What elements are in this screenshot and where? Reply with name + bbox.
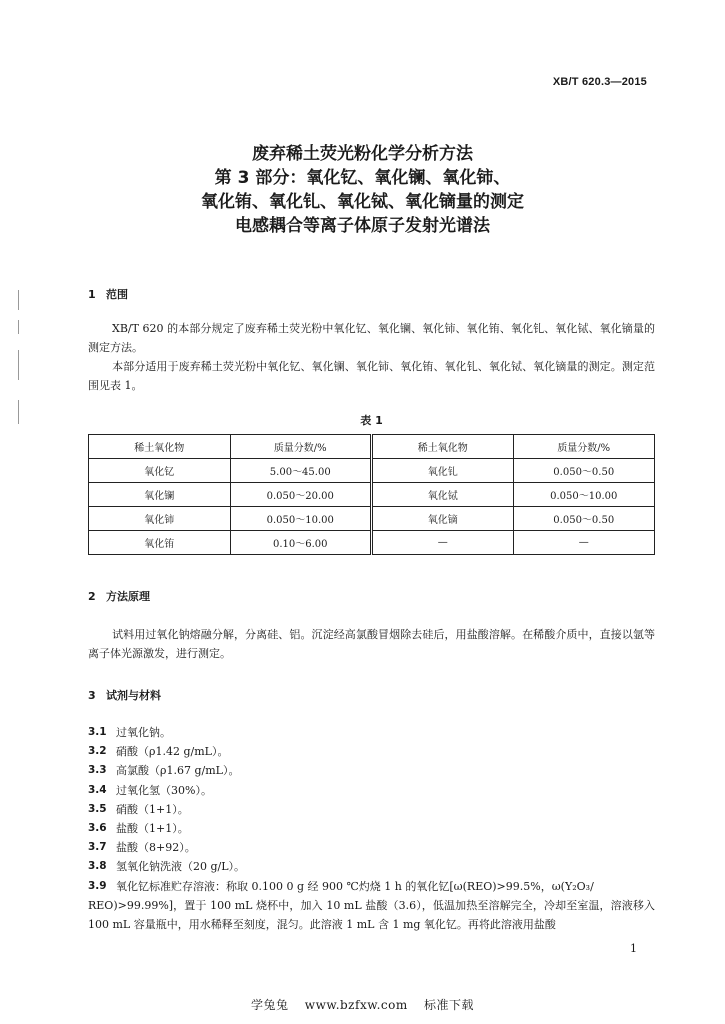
item-number: 3.8 — [88, 860, 107, 873]
table-cell: — — [372, 531, 514, 555]
item-text: 氢氧化钠洗液（20 g/L）。 — [116, 860, 246, 874]
table-cell: 氧化钇 — [89, 459, 231, 483]
section-1-paragraph-1 — [88, 319, 655, 357]
section-title: 试剂与材料 — [106, 689, 161, 702]
title-line-2: 第 3 部分：氧化钇、氧化镧、氧化铈、 — [214, 168, 511, 188]
page-number: 1 — [630, 942, 637, 955]
title-line-1: 废弃稀土荧光粉化学分析方法 — [252, 144, 473, 164]
title-line-3: 氧化铕、氧化钆、氧化铽、氧化镝量的测定 — [201, 192, 524, 212]
table-cell: 0.050～10.00 — [230, 507, 372, 531]
list-item — [88, 838, 655, 857]
header-cell: 稀土氧化物 — [89, 435, 231, 459]
section-1-heading — [88, 286, 128, 302]
item-number: 3.1 — [88, 726, 107, 738]
table-row — [89, 459, 655, 483]
table-cell: 0.050～10.00 — [513, 483, 655, 507]
section-title: 方法原理 — [106, 590, 150, 603]
item-text: 过氧化氢（30%）。 — [116, 783, 212, 797]
paragraph-text: 本部分适用于废弃稀土荧光粉中氧化钇、氧化镧、氧化铈、氧化铕、氧化钆、氧化铽、氧化镝量的测定。测定范围见表 1。 — [88, 360, 655, 392]
item-3-9-continuation: REO)>99.99%]，置于 100 mL 烧杯中，加入 10 mL 盐酸（3.6），低温加热至溶解完全，冷却至室温，溶液移入 100 mL 容量瓶中，用水稀释至刻度，混匀。此溶液 1 mL 含 1 mg 氧化钇。再将此溶液用盐酸 — [88, 898, 655, 932]
reagent-list — [88, 723, 655, 934]
paragraph-text: 试料用过氧化钠熔融分解，分离硅、铝。沉淀经高氯酸冒烟除去硅后，用盐酸溶解。在稀酸介质中，直接以氩等离子体光源激发，进行测定。 — [88, 628, 655, 660]
table-row — [89, 507, 655, 531]
footer-slogan: 标准下载 — [424, 998, 475, 1012]
title-line-4: 电感耦合等离子体原子发射光谱法 — [235, 216, 490, 236]
section-2-paragraph-1 — [88, 625, 655, 663]
list-item — [88, 761, 655, 780]
table-cell: 0.10～6.00 — [230, 531, 372, 555]
footer-url[interactable]: www.bzfxw.com — [304, 998, 408, 1012]
list-item — [88, 857, 655, 876]
table-cell: 0.050～20.00 — [230, 483, 372, 507]
table-cell: 氧化铈 — [89, 507, 231, 531]
list-item — [88, 723, 655, 742]
standard-code: XB/T 620.3—2015 — [552, 76, 647, 88]
section-3-heading — [88, 687, 161, 703]
table-cell: 氧化铽 — [372, 483, 514, 507]
section-number: 3 — [88, 689, 96, 702]
item-text: 过氧化钠。 — [116, 726, 171, 739]
table-cell: 0.050～0.50 — [513, 459, 655, 483]
table-header-row — [89, 435, 655, 459]
list-item — [88, 877, 655, 896]
item-number: 3.9 — [88, 879, 107, 892]
table-row — [89, 531, 655, 555]
list-item — [88, 800, 655, 819]
table-cell: 氧化镧 — [89, 483, 231, 507]
header-cell: 质量分数/% — [230, 435, 372, 459]
footer-site-name: 学兔兔 — [250, 998, 289, 1012]
item-number: 3.4 — [88, 783, 107, 796]
table-cell: — — [513, 531, 655, 555]
item-text: 高氯酸（ρ1.67 g/mL）。 — [116, 764, 240, 778]
table-title: 表 1 — [360, 414, 383, 427]
section-number: 1 — [88, 288, 96, 301]
list-item — [88, 819, 655, 838]
item-text: 硝酸（1+1）。 — [116, 802, 189, 816]
table-cell: 0.050～0.50 — [513, 507, 655, 531]
list-item — [88, 742, 655, 761]
measurement-range-table — [88, 434, 655, 555]
item-number: 3.3 — [88, 764, 107, 777]
table-row — [89, 483, 655, 507]
item-text: 盐酸（1+1）。 — [116, 822, 189, 836]
item-number: 3.2 — [88, 745, 107, 758]
section-1-paragraph-2 — [88, 357, 655, 395]
scan-margin-marks — [18, 290, 20, 440]
item-text: 硝酸（ρ1.42 g/mL）。 — [116, 745, 229, 759]
item-text: 盐酸（8+92）。 — [116, 841, 196, 855]
table-cell: 氧化镝 — [372, 507, 514, 531]
list-item — [88, 781, 655, 800]
table-cell: 5.00～45.00 — [230, 459, 372, 483]
section-title: 范围 — [106, 288, 128, 301]
table-cell: 氧化铕 — [89, 531, 231, 555]
table-cell: 氧化钆 — [372, 459, 514, 483]
section-2-heading — [88, 588, 150, 604]
paragraph-text: XB/T 620 的本部分规定了废弃稀土荧光粉中氧化钇、氧化镧、氧化铈、氧化铕、氧化钆、氧化铽、氧化镝量的测定方法。 — [88, 322, 655, 354]
header-cell: 质量分数/% — [513, 435, 655, 459]
item-number: 3.6 — [88, 822, 107, 835]
item-number: 3.5 — [88, 802, 107, 815]
item-text: 氧化钇标准贮存溶液：称取 0.100 0 g 经 900 ℃灼烧 1 h 的氧化钇[ω(REO)>99.5%，ω(Y₂O₃/ — [116, 879, 594, 893]
site-footer — [0, 996, 725, 1013]
header-cell: 稀土氧化物 — [372, 435, 514, 459]
item-number: 3.7 — [88, 841, 107, 854]
section-number: 2 — [88, 590, 96, 603]
table-1 — [88, 434, 655, 552]
document-title — [60, 142, 665, 238]
